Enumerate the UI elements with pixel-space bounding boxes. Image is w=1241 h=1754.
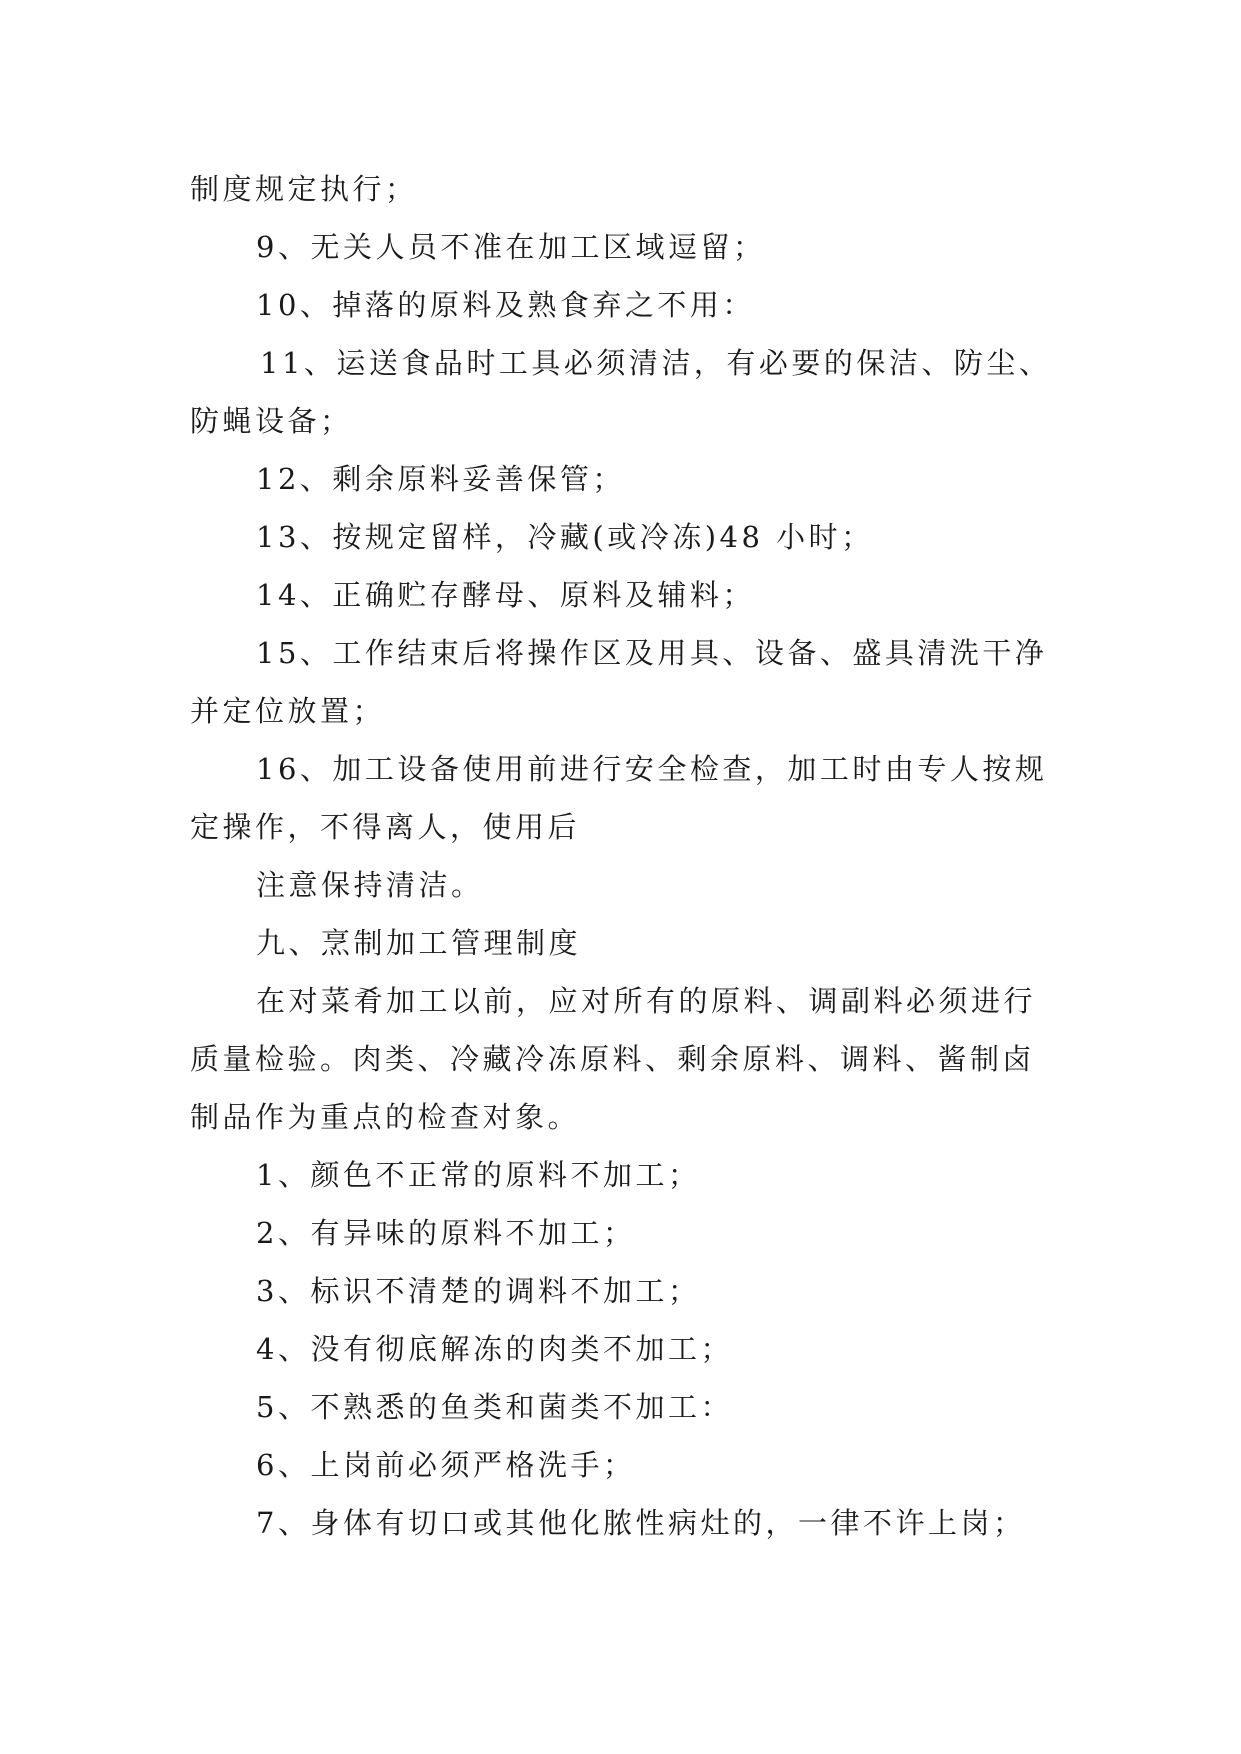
- text-line: 注意保持清洁。: [256, 868, 484, 902]
- text-line: 13、按规定留样，冷藏(或冷冻)48 小时；: [256, 520, 874, 554]
- text-line: 4、没有彻底解冻的肉类不加工；: [256, 1332, 733, 1366]
- text-line: 并定位放置；: [190, 694, 386, 728]
- text-line: 11、运送食品时工具必须清洁，有必要的保洁、防尘、: [260, 346, 1052, 380]
- text-line: 2、有异味的原料不加工；: [256, 1216, 636, 1250]
- text-line: 定操作，不得离人，使用后: [190, 810, 581, 844]
- text-line: 在对菜肴加工以前，应对所有的原料、调副料必须进行: [256, 984, 1037, 1018]
- text-line: 质量检验。肉类、冷藏冷冻原料、剩余原料、调料、酱制卤: [190, 1042, 1036, 1076]
- text-line: 制品作为重点的检查对象。: [190, 1100, 581, 1134]
- section-heading: 九、烹制加工管理制度: [256, 926, 582, 960]
- text-line: 9、无关人员不准在加工区域逗留；: [256, 230, 766, 264]
- text-line: 16、加工设备使用前进行安全检查，加工时由专人按规: [256, 752, 1048, 786]
- text-line: 防蝇设备；: [190, 404, 353, 438]
- text-line: 7、身体有切口或其他化脓性病灶的，一律不许上岗；: [256, 1506, 1026, 1540]
- text-line: 制度规定执行；: [190, 172, 418, 206]
- text-line: 15、工作结束后将操作区及用具、设备、盛具清洗干净: [256, 636, 1048, 670]
- text-line: 3、标识不清楚的调料不加工；: [256, 1274, 701, 1308]
- text-line: 10、掉落的原料及熟食弃之不用：: [256, 288, 755, 322]
- text-line: 6、上岗前必须严格洗手；: [256, 1448, 636, 1482]
- text-line: 12、剩余原料妥善保管；: [256, 462, 625, 496]
- text-line: 1、颜色不正常的原料不加工；: [256, 1158, 701, 1192]
- text-line: 5、不熟悉的鱼类和菌类不加工：: [256, 1390, 733, 1424]
- text-line: 14、正确贮存酵母、原料及辅料；: [256, 578, 755, 612]
- document-body: [190, 160, 1070, 1552]
